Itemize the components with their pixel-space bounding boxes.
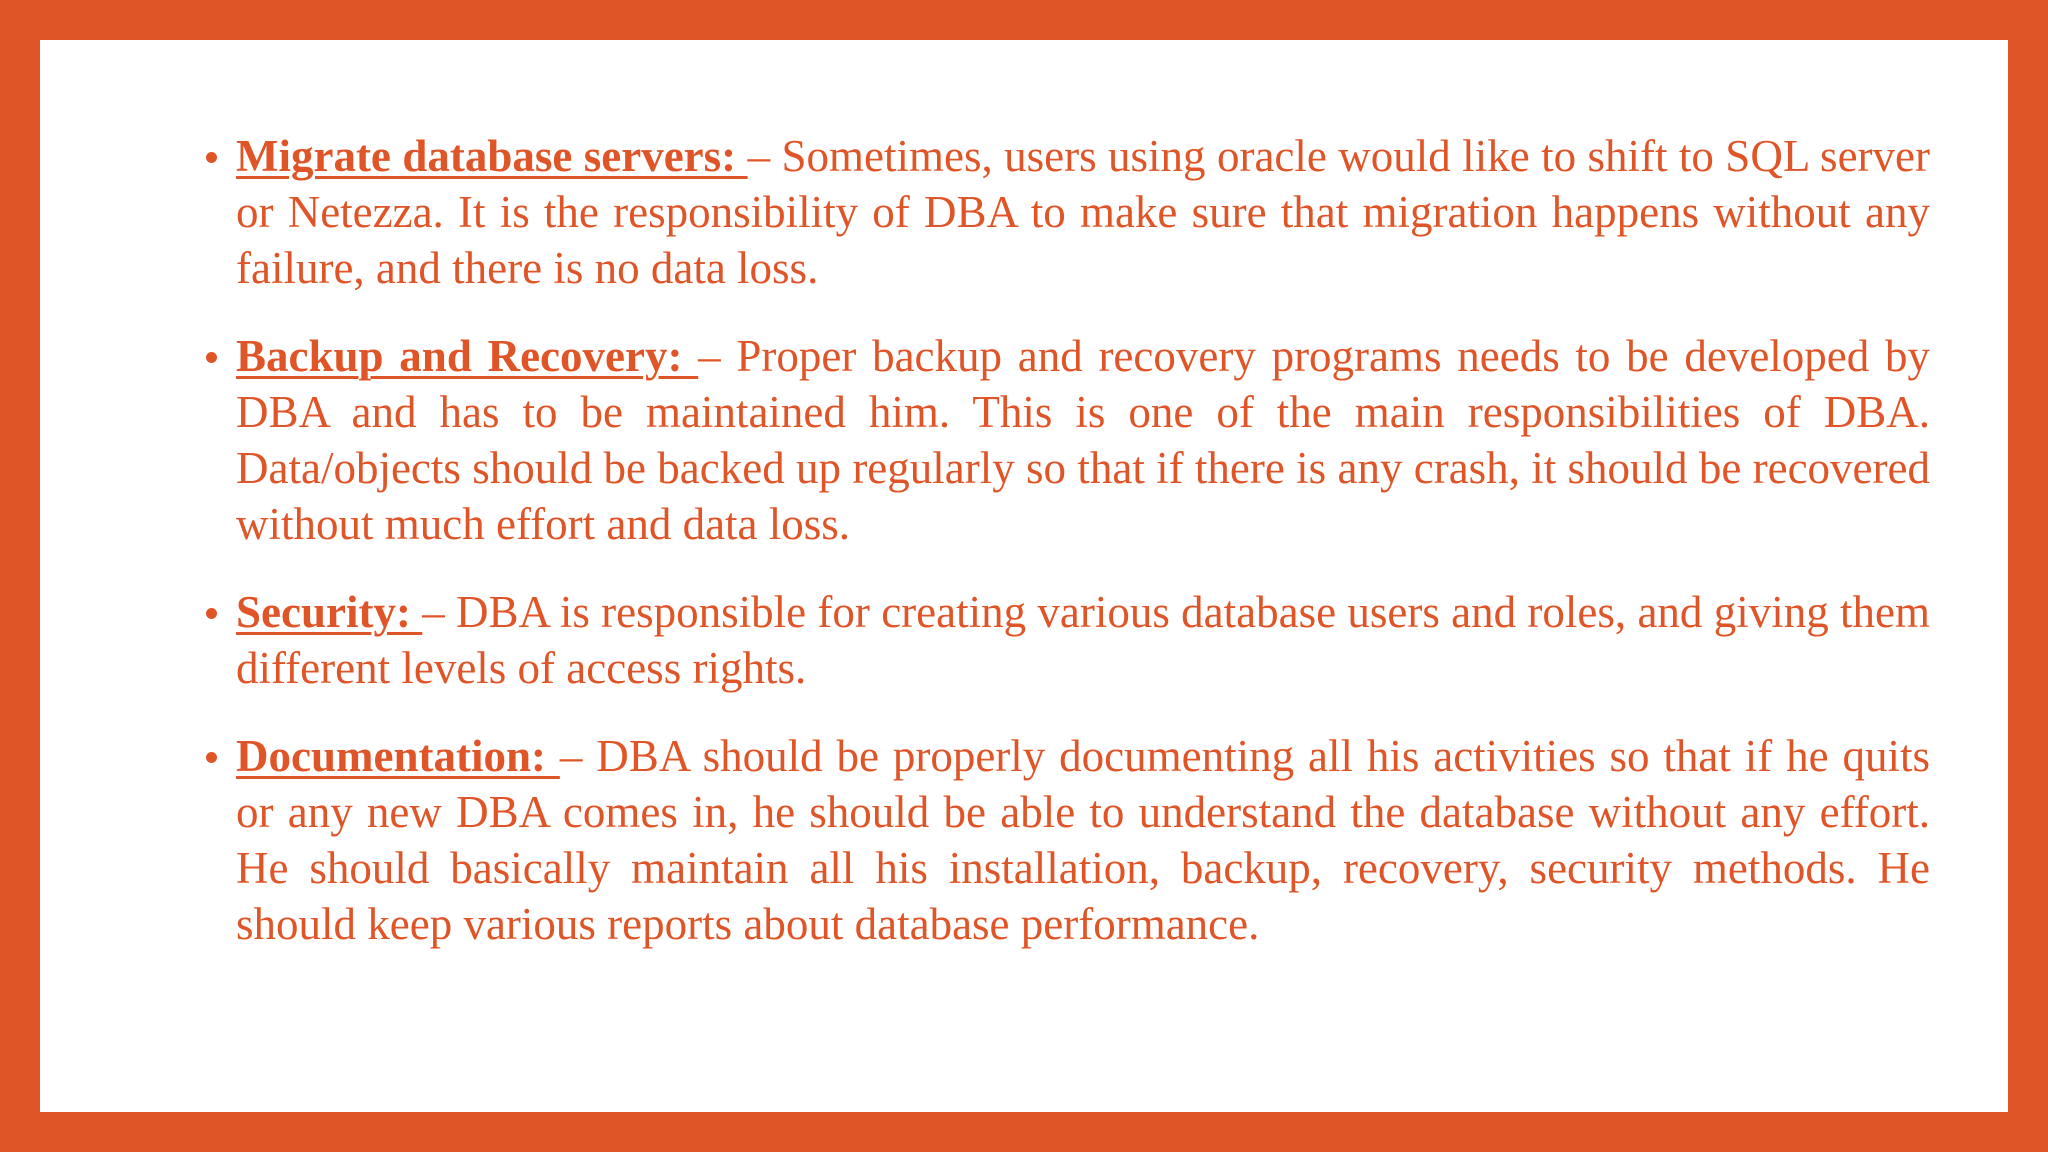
bullet-item-documentation <box>200 728 1930 952</box>
bullet-item-backup <box>200 328 1930 552</box>
bullet-text: – Proper backup and recovery programs needs to be developed by DBA and has to be maintained him. This is one of the main responsibilities of DBA. Data/objects should be backed up regularly so that if there is any crash, it should be recovered without much effort and data loss. <box>236 331 1930 549</box>
bullet-term: Migrate database servers: <box>236 131 748 181</box>
bullet-text: – DBA should be properly documenting all his activities so that if he quits or any new DBA comes in, he should be able to understand the database without any effort. He should basically maintain all his installation, backup, recovery, security methods. He should keep various reports about database performance. <box>236 731 1930 949</box>
bullet-list <box>200 128 1930 984</box>
bullet-dot-icon <box>206 752 217 763</box>
bullet-term: Security: <box>236 587 423 637</box>
bullet-term: Documentation: <box>236 731 560 781</box>
bullet-dot-icon <box>206 152 217 163</box>
slide-frame <box>40 40 2008 1112</box>
bullet-dot-icon <box>206 608 217 619</box>
bullet-dot-icon <box>206 352 217 363</box>
bullet-text: – Sometimes, users using oracle would like to shift to SQL server or Netezza. It is the responsibility of DBA to make sure that migration happens without any failure, and there is no data loss. <box>236 131 1930 293</box>
bullet-item-migrate <box>200 128 1930 296</box>
bullet-text: – DBA is responsible for creating various database users and roles, and giving them different levels of access rights. <box>236 587 1930 693</box>
bullet-item-security <box>200 584 1930 696</box>
bullet-term: Backup and Recovery: <box>236 331 699 381</box>
